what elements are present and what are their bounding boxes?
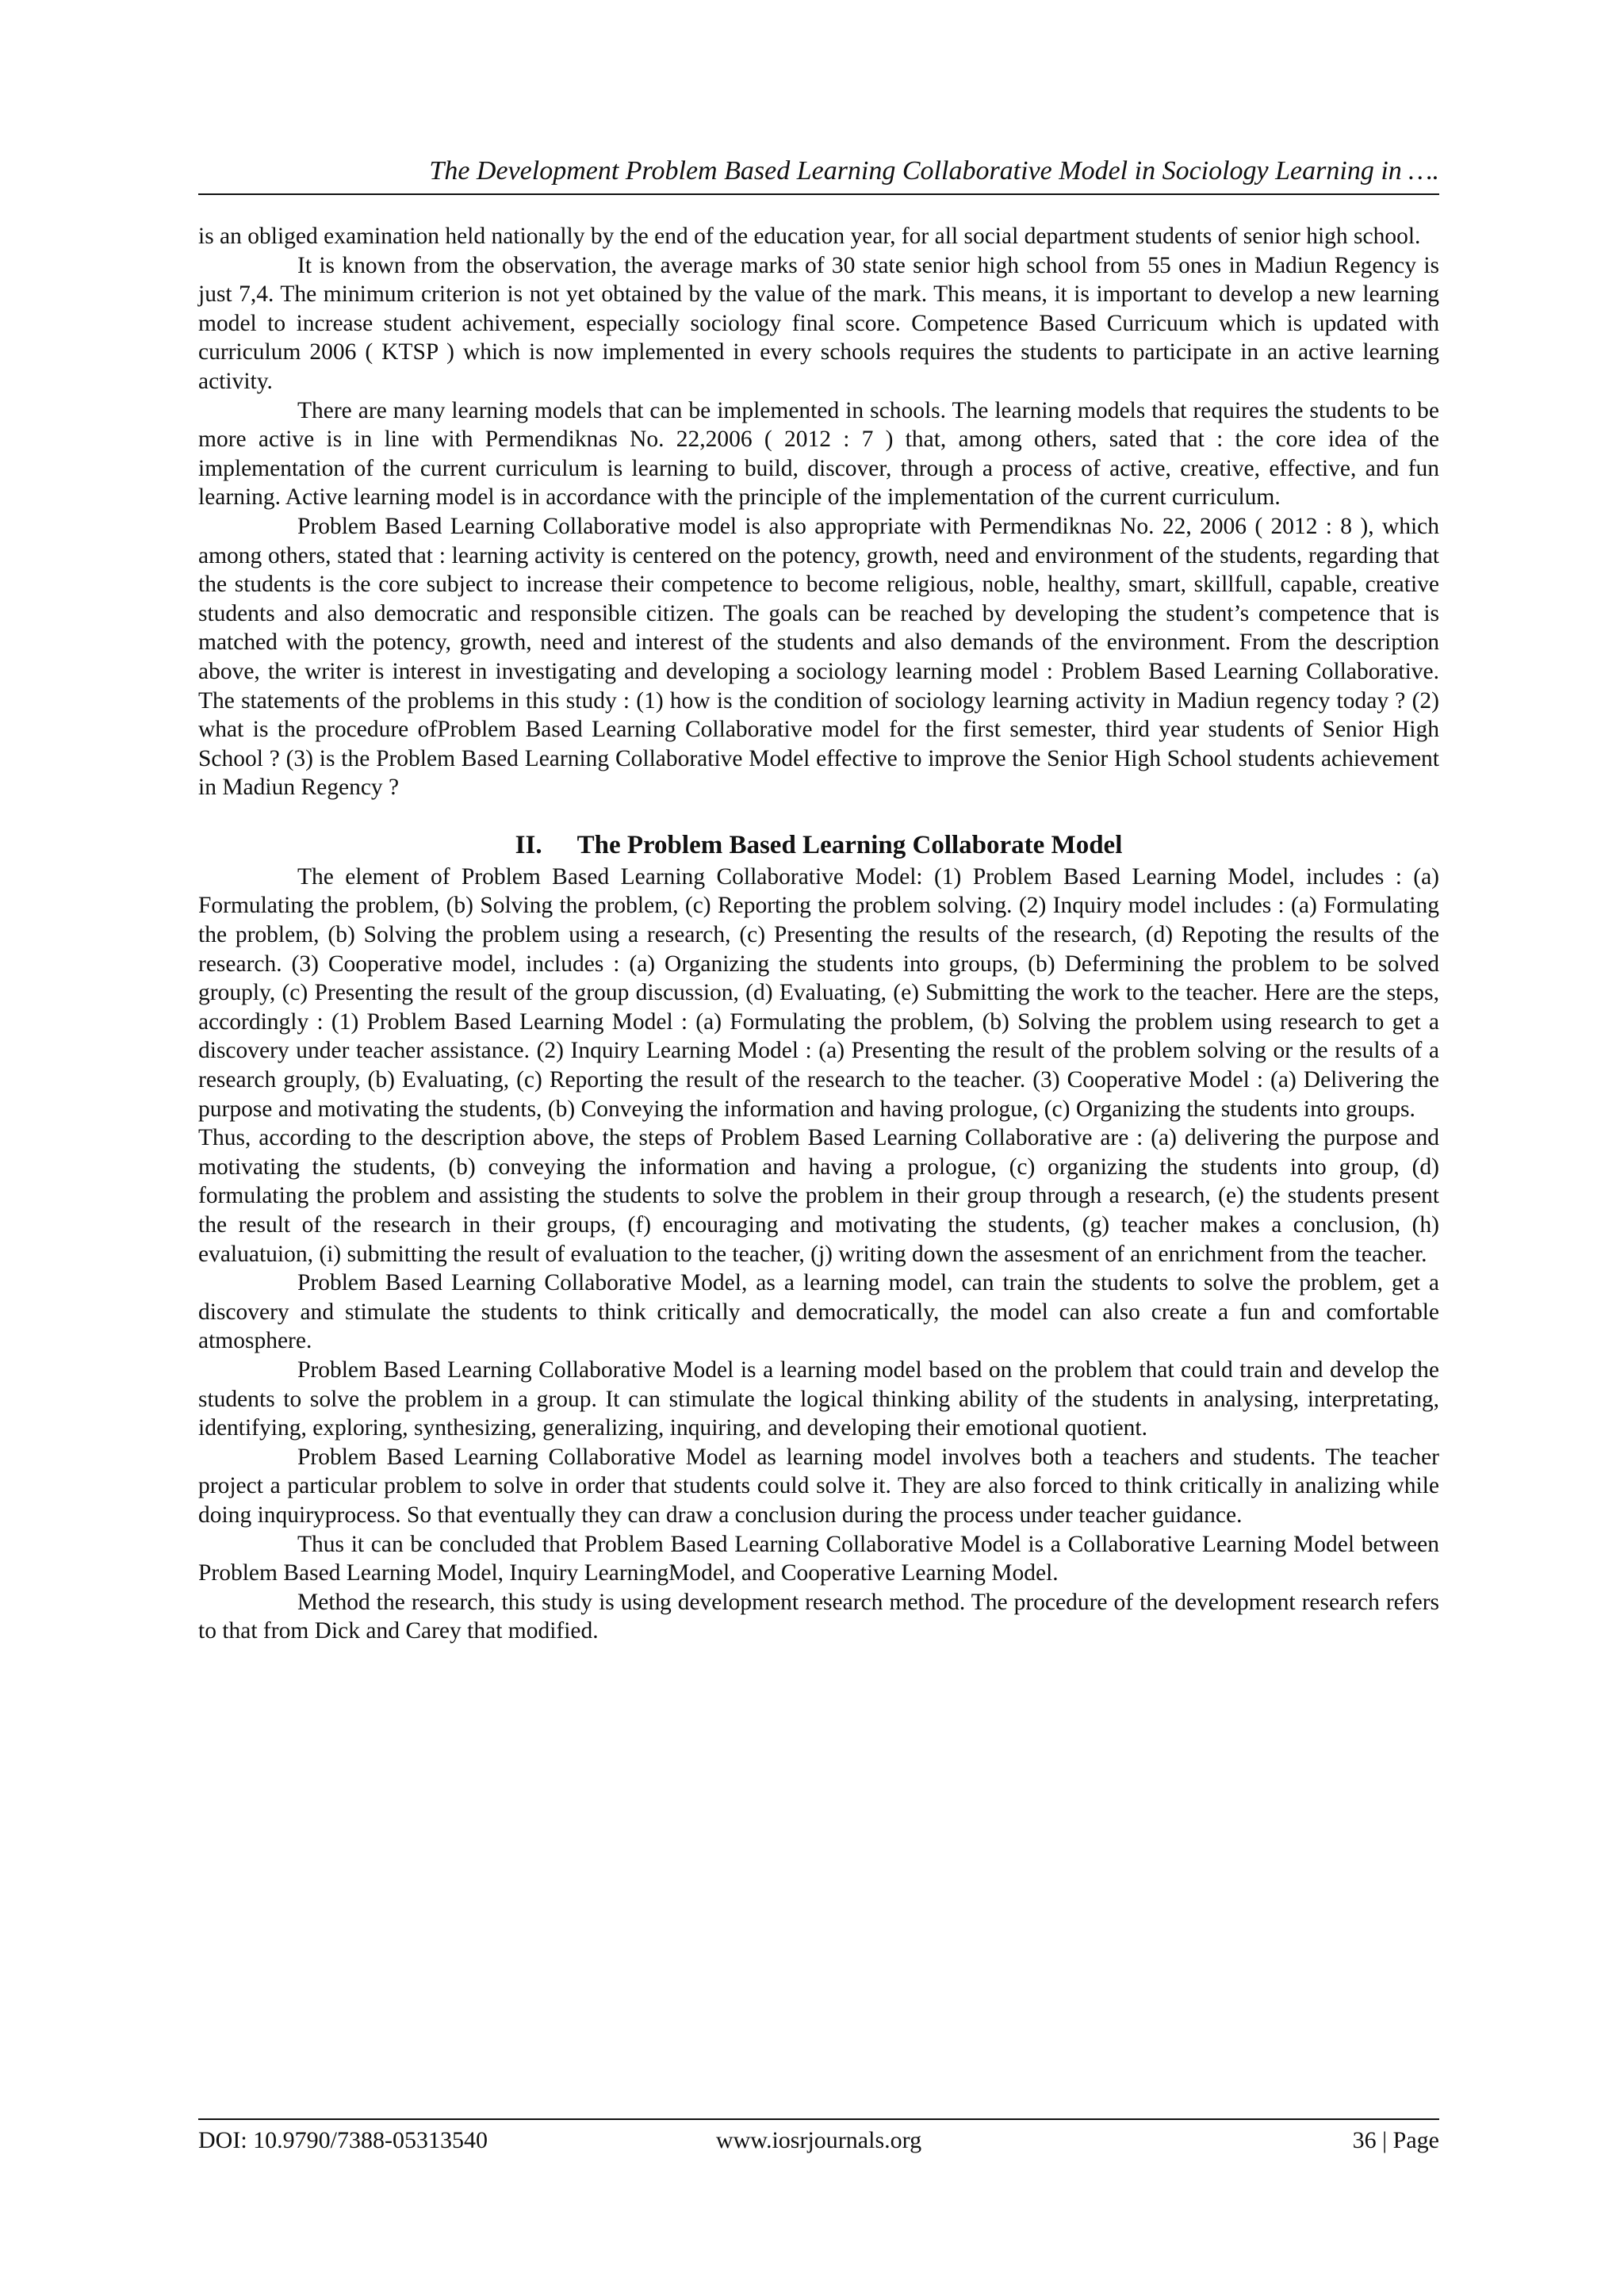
paragraph: Problem Based Learning Collaborative Model, as a learning model, can train the students to solve the problem, get a discovery and stimulate the students to think critically and democratically, the model can also create a fun and comfortable atmosphere. [198, 1270, 1439, 1354]
header-rule [198, 193, 1439, 195]
paragraph: Thus it can be concluded that Problem Based Learning Collaborative Model is a Collaborative Learning Model between Problem Based Learning Model, Inquiry LearningModel, and Cooperative Learning Model. [198, 1531, 1439, 1586]
paragraph: It is known from the observation, the average marks of 30 state senior high school from 55 ones in Madiun Regency is just 7,4. The minimum criterion is not yet obtained by the value of the mark. This means, it is important to develop a new learning model to increase student achivement, especially sociology final score. Competence Based Curricuum which is updated with curriculum 2006 ( KTSP ) which is now implemented in every schools requires the students to participate in an active learning activity. [198, 252, 1439, 394]
paragraph: Problem Based Learning Collaborative model is also appropriate with Permendiknas No. 22, 2006 ( 2012 : 8 ), which among others, stated that : learning activity is centered on the potency, growth, need and environment of the students, regarding that the students is the core subject to increase their competence to become religious, noble, healthy, smart, skillfull, capable, creative students and also democratic and responsible citizen. The goals can be reached by developing the student’s competence that is matched with the potency, growth, need and interest of the students and also demands of the environment. From the description above, the writer is interest in investigating and developing a sociology learning model : Problem Based Learning Collaborative. The statements of the problems in this study : (1) how is the condition of sociology learning activity in Madiun regency today ? (2) what is the procedure ofProblem Based Learning Collaborative model for the first semester, third year students of Senior High School ? (3) is the Problem Based Learning Collaborative Model effective to improve the Senior High School students achievement in Madiun Regency ? [198, 513, 1439, 801]
paragraph: The element of Problem Based Learning Collaborative Model: (1) Problem Based Learning Model, includes : (a) Formulating the problem, (b) Solving the problem, (c) Reporting the problem solving. (2) Inquiry model includes : (a) Formulating the problem, (b) Solving the problem using a research, (c) Presenting the results of the research, (d) Repoting the results of the research. (3) Cooperative model, includes : (a) Organizing the students into groups, (b) Defermining the problem to be solved grouply, (c) Presenting the result of the group discussion, (d) Evaluating, (e) Submitting the work to the teacher. Here are the steps, accordingly : (1) Problem Based Learning Model : (a) Formulating the problem, (b) Solving the problem using research to get a discovery under teacher assistance. (2) Inquiry Learning Model : (a) Presenting the result of the problem solving or the results of a research grouply, (b) Evaluating, (c) Reporting the result of the research to the teacher. (3) Cooperative Model : (a) Delivering the purpose and motivating the students, (b) Conveying the information and having prologue, (c) Organizing the students into groups. [198, 863, 1439, 1122]
footer-page-number: 36 | Page [1352, 2127, 1439, 2153]
paragraph: There are many learning models that can be implemented in schools. The learning models that requires the students to be more active is in line with Permendiknas No. 22,2006 ( 2012 : 7 ) that, among others, sated that : the core idea of the implementation of the current curriculum is learning to build, discover, through a process of active, creative, effective, and fun learning. Active learning model is in accordance with the principle of the implementation of the current curriculum. [198, 397, 1439, 511]
section-heading [198, 829, 1439, 861]
footer-rule [198, 2118, 1439, 2120]
footer-website[interactable]: www.iosrjournals.org [715, 2127, 922, 2153]
paragraph: Method the research, this study is using development research method. The procedure of the development research refers to that from Dick and Carey that modified. [198, 1589, 1439, 1644]
paragraph: Problem Based Learning Collaborative Model is a learning model based on the problem that could train and develop the students to solve the problem in a group. It can stimulate the logical thinking ability of the students in analysing, interpretating, identifying, exploring, synthesizing, generalizing, inquiring, and developing their emotional quotient. [198, 1357, 1439, 1441]
page-footer [198, 2125, 1439, 2156]
body-text [198, 222, 1439, 1646]
section-title: The Problem Based Learning Collaborate Model [576, 830, 1123, 859]
paragraph-continuation: is an obliged examination held nationally by the end of the education year, for all social department students of senior high school. [198, 224, 1421, 249]
running-header: The Development Problem Based Learning Collaborative Model in Sociology Learning in …. [429, 156, 1439, 186]
footer-doi: DOI: 10.9790/7388-05313540 [198, 2127, 488, 2153]
section-number: II. [515, 830, 542, 859]
paragraph: Problem Based Learning Collaborative Model as learning model involves both a teachers and students. The teacher project a particular problem to solve in order that students could solve it. They are also forced to think critically in analizing while doing inquiryprocess. So that eventually they can draw a conclusion during the process under teacher guidance. [198, 1444, 1439, 1528]
paragraph: Thus, according to the description above, the steps of Problem Based Learning Collaborative are : (a) delivering the purpose and motivating the students, (b) conveying the information and having a prologue, (c) organizing the students into group, (d) formulating the problem and assisting the students to solve the problem in their group through a research, (e) the students present the result of the research in their groups, (f) encouraging and motivating the students, (g) teacher makes a conclusion, (h) evaluatuion, (i) submitting the result of evaluation to the teacher, (j) writing down the assesment of an enrichment from the teacher. [198, 1125, 1439, 1267]
